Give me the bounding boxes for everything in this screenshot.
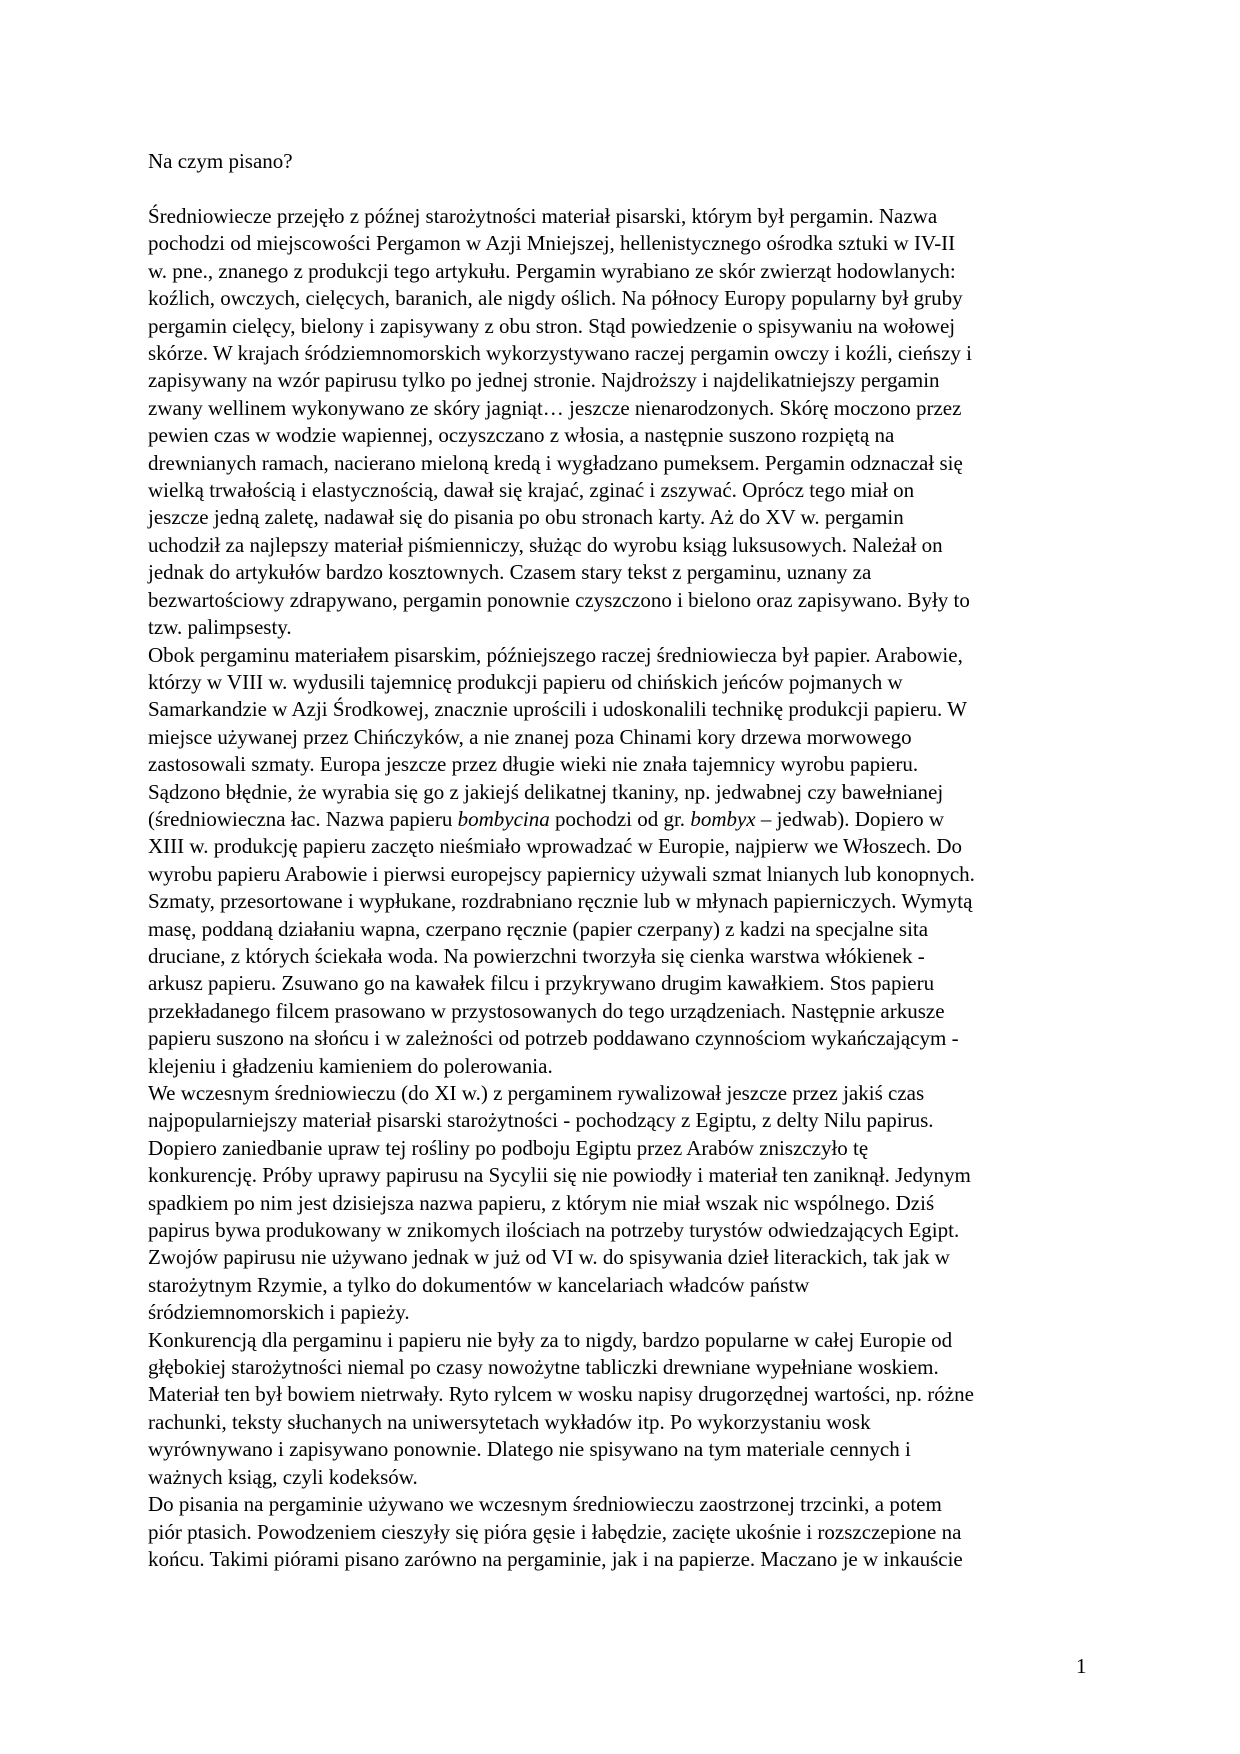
text-line: najpopularniejszy materiał pisarski starożytności - pochodzący z Egiptu, z delty Nilu papirus.: [148, 1108, 934, 1133]
text-line: głębokiej starożytności niemal po czasy nowożytne tabliczki drewniane wypełniane woskiem.: [148, 1355, 939, 1380]
paragraph: [148, 642, 1096, 1081]
text-line: miejsce używanej przez Chińczyków, a nie znanej poza Chinami kory drzewa morwowego: [148, 724, 912, 749]
text-line: Samarkandzie w Azji Środkowej, znacznie uprościli i udoskonalili technikę produkcji papieru. W: [148, 697, 967, 722]
paragraph: [148, 1080, 1096, 1327]
text-line: rachunki, teksty słuchanych na uniwersytetach wykładów itp. Po wykorzystaniu wosk: [148, 1409, 871, 1434]
body-text: [148, 203, 1096, 1573]
text-line: piór ptasich. Powodzeniem cieszyły się pióra gęsie i łabędzie, zacięte ukośnie i rozszczepione na: [148, 1519, 962, 1544]
text-line: końcu. Takimi piórami pisano zarówno na pergaminie, jak i na papierze. Maczano je w inkauście: [148, 1546, 963, 1571]
text-line: w. pne., znanego z produkcji tego artykułu. Pergamin wyrabiano ze skór zwierząt hodowlanych:: [148, 258, 956, 283]
text-line: uchodził za najlepszy materiał piśmienniczy, służąc do wyrobu ksiąg luksusowych. Należał on: [148, 532, 943, 557]
text-line: XIII w. produkcję papieru zaczęto nieśmiało wprowadzać w Europie, najpierw we Włoszech. Do: [148, 834, 963, 859]
text-line: (średniowieczna łac. Nazwa papieru bombycina pochodzi od gr. bombyx – jedwab). Dopiero w: [148, 806, 944, 831]
text-line: Obok pergaminu materiałem pisarskim, późniejszego raczej średniowiecza był papier. Arabowie,: [148, 642, 963, 667]
text-line: konkurencję. Próby uprawy papirusu na Sycylii się nie powiodły i materiał ten zaniknął. Jedynym: [148, 1163, 971, 1188]
text-line: spadkiem po nim jest dzisiejsza nazwa papieru, z którym nie miał wszak nic wspólnego. Dziś: [148, 1190, 935, 1215]
text-line: Zwojów papirusu nie używano jednak w już od VI w. do spisywania dzieł literackich, tak jak w: [148, 1245, 950, 1270]
italic-term: bombyx: [690, 806, 756, 831]
text-line: masę, poddaną działaniu wapna, czerpano ręcznie (papier czerpany) z kadzi na specjalne sita: [148, 916, 929, 941]
text-line: klejeniu i gładzeniu kamieniem do polerowania.: [148, 1053, 553, 1078]
text-line: papieru suszono na słońcu i w zależności od potrzeb poddawano czynnościom wykańczającym -: [148, 1026, 959, 1051]
paragraph: [148, 203, 1096, 642]
page-number: 1: [1076, 1654, 1087, 1678]
text-line: pewien czas w wodzie wapiennej, oczyszczano z włosia, a następnie suszono rozpiętą na: [148, 423, 895, 448]
text-line: Do pisania na pergaminie używano we wczesnym średniowieczu zaostrzonej trzcinki, a potem: [148, 1492, 942, 1517]
text-line: Konkurencją dla pergaminu i papieru nie były za to nigdy, bardzo popularne w całej Europie od: [148, 1327, 953, 1352]
text-line: arkusz papieru. Zsuwano go na kawałek filcu i przykrywano drugim kawałkiem. Stos papieru: [148, 971, 935, 996]
text-line: zwany wellinem wykonywano ze skóry jagniąt… jeszcze nienarodzonych. Skórę moczono przez: [148, 395, 962, 420]
text-line: tzw. palimpsesty.: [148, 615, 292, 640]
text-line: jeszcze jedną zaletę, nadawał się do pisania po obu stronach karty. Aż do XV w. pergamin: [148, 505, 904, 530]
italic-term: bombycina: [457, 806, 550, 831]
text-line: wyrównywano i zapisywano ponownie. Dlatego nie spisywano na tym materiale cennych i: [148, 1437, 911, 1462]
text-line: pergamin cielęcy, bielony i zapisywany z obu stron. Stąd powiedzenie o spisywaniu na wołowej: [148, 313, 956, 338]
text-line: zapisywany na wzór papirusu tylko po jednej stronie. Najdroższy i najdelikatniejszy pergamin: [148, 368, 940, 393]
text-line: którzy w VIII w. wydusili tajemnicę produkcji papieru od chińskich jeńców pojmanych w: [148, 669, 903, 694]
text-line: papirus bywa produkowany w znikomych ilościach na potrzeby turystów odwiedzających Egipt.: [148, 1218, 960, 1243]
paragraph: [148, 1327, 1096, 1491]
text-line: starożytnym Rzymie, a tylko do dokumentów w kancelariach władców państw: [148, 1272, 810, 1297]
text-line: Średniowiecze przejęło z późnej starożytności materiał pisarski, którym był pergamin. Nazwa: [148, 204, 938, 228]
text-line: Sądzono błędnie, że wyrabia się go z jakiejś delikatnej tkaniny, np. jedwabnej czy bawełnianej: [148, 779, 944, 804]
text-line: Dopiero zaniedbanie upraw tej rośliny po podboju Egiptu przez Arabów zniszczyło tę: [148, 1135, 869, 1160]
text-line: druciane, z których ściekała woda. Na powierzchni tworzyła się cienka warstwa włókienek -: [148, 943, 925, 968]
text-line: ważnych ksiąg, czyli kodeksów.: [148, 1464, 418, 1489]
text-line: koźlich, owczych, cielęcych, baranich, ale nigdy oślich. Na północy Europy popularny był gruby: [148, 286, 963, 311]
text-line: We wczesnym średniowieczu (do XI w.) z pergaminem rywalizował jeszcze przez jakiś czas: [148, 1081, 925, 1105]
text-line: Szmaty, przesortowane i wypłukane, rozdrabniano ręcznie lub w młynach papierniczych. Wymytą: [148, 889, 973, 914]
text-line: bezwartościowy zdrapywano, pergamin ponownie czyszczono i bielono oraz zapisywano. Były to: [148, 587, 970, 612]
text-line: Materiał ten był bowiem nietrwały. Ryto rylcem w wosku napisy drugorzędnej wartości, np. różne: [148, 1382, 974, 1407]
text-line: śródziemnomorskich i papieży.: [148, 1300, 410, 1325]
text-line: wyrobu papieru Arabowie i pierwsi europejscy papiernicy używali szmat lnianych lub konopnych.: [148, 861, 975, 886]
text-line: pochodzi od miejscowości Pergamon w Azji Mniejszej, hellenistycznego ośrodka sztuki w IV-II: [148, 231, 956, 256]
text-line: skórze. W krajach śródziemnomorskich wykorzystywano raczej pergamin owczy i koźli, cieńszy i: [148, 341, 972, 366]
paragraph: [148, 1491, 1096, 1573]
text-line: wielką trwałością i elastycznością, dawał się krajać, zginać i zszywać. Oprócz tego miał on: [148, 478, 915, 503]
text-line: drewnianych ramach, nacierano mieloną kredą i wygładzano pumeksem. Pergamin odznaczał się: [148, 450, 963, 475]
text-line: zastosowali szmaty. Europa jeszcze przez długie wieki nie znała tajemnicy wyrobu papieru.: [148, 752, 919, 777]
text-line: jednak do artykułów bardzo kosztownych. Czasem stary tekst z pergaminu, uznany za: [148, 560, 872, 585]
text-line: przekładanego filcem prasowano w przystosowanych do tego urządzeniach. Następnie arkusze: [148, 998, 945, 1023]
page-title: Na czym pisano?: [148, 149, 293, 173]
